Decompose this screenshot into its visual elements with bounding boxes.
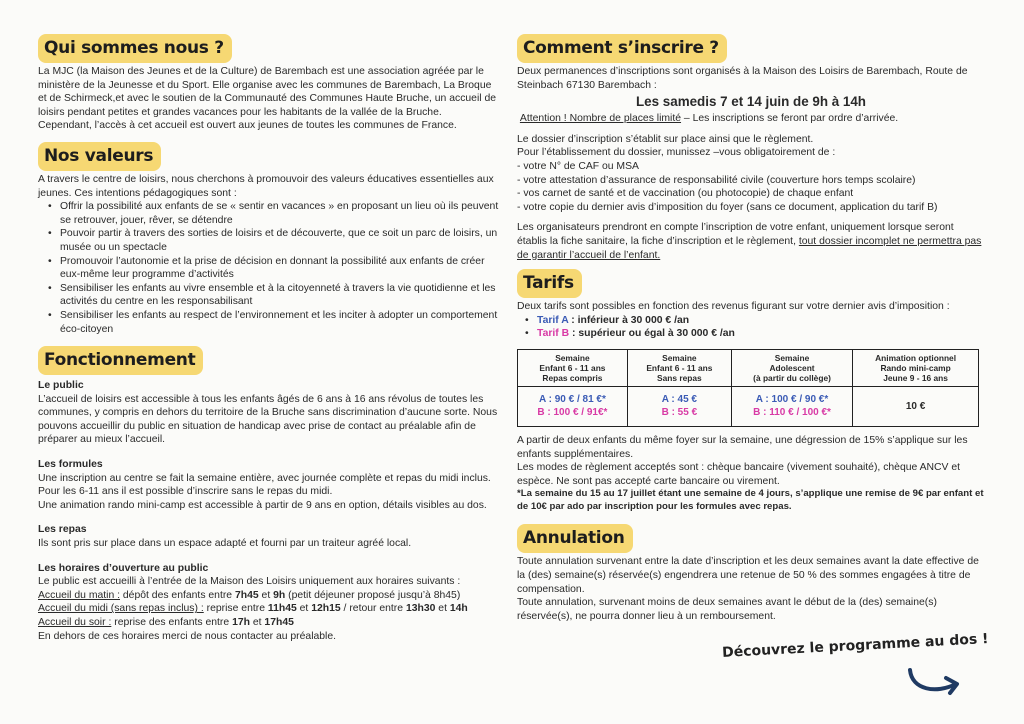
horaire-matin: Accueil du matin : dépôt des enfants entre 7h45 et 9h (petit déjeuner proposé jusqu’à 8h45) [38, 589, 461, 601]
tarif-a-item: • Tarif A : inférieur à 30 000 € /an [537, 314, 985, 328]
inscrire-paragraph-3: Pour l’établissement du dossier, munissez –vous obligatoirement de : [517, 147, 836, 159]
formules-paragraph-2: Une animation rando mini-camp est accessible à partir de 9 ans en option, détails visibles au dos. [38, 499, 487, 511]
formules-heading: Les formules [38, 459, 103, 471]
curved-arrow-icon [906, 664, 964, 696]
table-header: Semaine Enfant 6 - 11 ans Repas compris [518, 349, 628, 386]
doc-item: - vos carnet de santé et de vaccination (ou photocopie) de chaque enfant [517, 188, 854, 200]
table-row [518, 386, 979, 426]
inscrire-paragraph-4: Les organisateurs prendront en compte l’inscription de votre enfant, uniquement lorsque seront établis la fiche sanitaire, la fiche d’inscription et le règlement, tout dossier incomplet ne permettra pas de garantir l’accueil de l’enfant. [517, 222, 982, 261]
inscrire-paragraph-2: Le dossier d’inscription s’établit sur place ainsi que le règlement. [517, 133, 814, 145]
valeurs-intro: A travers le centre de loisirs, nous cherchons à promouvoir des valeurs éducatives essentielles aux jeunes. Ces intentions pédagogiques sont : [38, 173, 494, 199]
section-title-annulation: Annulation [517, 524, 633, 553]
public-paragraph: L’accueil de loisirs est accessible à tous les enfants âgés de 6 ans à 16 ans révolus de toutes les communes, y compris en dehors du territoire de la Bruche sans discrimination d’aucune sorte. Nous pouvons accueillir du public en situation de handicap avec prise de contact au préalable afin de préparer au mieux l’accueil. [38, 393, 498, 446]
public-heading: Le public [38, 380, 84, 392]
horaires-note: En dehors de ces horaires merci de nous contacter au préalable. [38, 630, 337, 642]
horaire-soir: Accueil du soir : reprise des enfants entre 17h et 17h45 [38, 617, 294, 628]
list-item: • Pouvoir partir à travers des sorties de loisirs et de découverte, que ce soit un parc de loisirs, un musée ou un spectacle [60, 227, 500, 254]
horaires-paragraph: Le public est accueilli à l’entrée de la Maison des Loisirs uniquement aux horaires suivants : [38, 576, 461, 588]
tarifs-paragraph-2: Les modes de règlement acceptés sont : chèque bancaire (vivement souhaité), chèque ANCV et espèce. Ne sont pas accepté carte bancaire ou virement. [517, 462, 961, 487]
table-cell: 10 € [853, 386, 979, 426]
annulation-paragraph-2: Toute annulation, survenant moins de deux semaines avant le début de la (des) semaine(s) réservée(s), ne pourra donner lieu à un remboursement. [517, 597, 937, 622]
inscrire-paragraph-1: Deux permanences d’inscriptions sont organisés à la Maison des Loisirs de Barembach, Route de Steinbach 67130 Barembach : [517, 66, 968, 91]
table-cell: A : 90 € / 81 €* B : 100 € / 91€* [518, 386, 628, 426]
section-title-valeurs: Nos valeurs [38, 142, 161, 171]
annulation-paragraph-1: Toute annulation survenant entre la date d’inscription et les deux semaines avant la date effective de la (des) semaine(s) réservée(s) engendrera une retenue de 50 % des sommes engagées à titre de compensation. [517, 556, 979, 595]
tarifs-intro: Deux tarifs sont possibles en fonction des revenus figurant sur votre dernier avis d’imposition : [517, 301, 950, 313]
formules-paragraph-1: Une inscription au centre se fait la semaine entière, avec journée complète et repas du midi inclus. Pour les 6-11 ans il est possible d’inscrire sans le repas du midi. [38, 472, 491, 498]
tarif-b-item: • Tarif B : supérieur ou égal à 30 000 € /an [537, 327, 985, 341]
repas-heading: Les repas [38, 524, 87, 536]
inscrire-dates: Les samedis 7 et 14 juin de 9h à 14h [636, 94, 866, 110]
doc-item: - votre N° de CAF ou MSA [517, 160, 639, 172]
table-header: Semaine Adolescent (à partir du collège) [731, 349, 852, 386]
qui-paragraph-1: La MJC (la Maison des Jeunes et de la Culture) de Barembach est une association agréée par le ministère de la Jeunesse et du Sport. Elle organise avec les communes de Barembach, La Broque et de Schirmeck,et avec le soutien de la Communauté des Communes Haute Bruche, un accueil de loisirs pendant petites et grandes vacances pour les habitants de la vallée de la Bruche. [38, 66, 497, 118]
table-header-row [518, 349, 979, 386]
left-column [38, 34, 500, 643]
section-title-qui: Qui sommes nous ? [38, 34, 232, 63]
qui-paragraph-2: Cependant, l’accès à cet accueil est ouvert aux jeunes de toutes les communes de France. [38, 120, 457, 132]
tarifs-paragraph-1: A partir de deux enfants du même foyer sur la semaine, une dégression de 15% s’applique sur les enfants supplémentaires. [517, 434, 968, 460]
right-column [517, 34, 985, 623]
horaires-heading: Les horaires d’ouverture au public [38, 562, 209, 574]
tarifs-list [517, 314, 985, 341]
list-item: • Promouvoir l’autonomie et la prise de décision en donnant la possibilité aux enfants de créer eux-même leur programme d’activités [60, 255, 500, 282]
section-title-tarifs: Tarifs [517, 269, 582, 298]
back-page-tagline: Découvrez le programme au dos ! [721, 631, 989, 661]
section-title-fonctionnement: Fonctionnement [38, 346, 203, 375]
tarifs-table [517, 349, 979, 427]
tarifs-note: *La semaine du 15 au 17 juillet étant une semaine de 4 jours, s’applique une remise de 9€ par enfant et de 10€ par ado par inscription pour les formules avec repas. [517, 488, 984, 512]
doc-item: - votre copie du dernier avis d’imposition du foyer (sans ce document, application du tarif B) [517, 201, 938, 213]
valeurs-list [38, 200, 500, 336]
list-item: • Offrir la possibilité aux enfants de se « sentir en vacances » en proposant un lieu où ils peuvent se retrouver, jouer, rêver, se détendre [60, 200, 500, 227]
list-item: • Sensibiliser les enfants au vivre ensemble et à la citoyenneté à travers la vie quotidienne et les activités du centre en les responsabilisant [60, 282, 500, 309]
table-cell: A : 45 € B : 55 € [627, 386, 731, 426]
repas-paragraph: Ils sont pris sur place dans un espace adapté et fourni par un traiteur agréé local. [38, 538, 412, 550]
section-title-inscrire: Comment s’inscrire ? [517, 34, 727, 63]
horaire-midi: Accueil du midi (sans repas inclus) : reprise entre 11h45 et 12h15 / retour entre 13h30 et 14h [38, 603, 468, 615]
list-item: • Sensibiliser les enfants au respect de l’environnement et les inciter à adopter un comportement éco-citoyen [60, 309, 500, 336]
table-header: Animation optionnel Rando mini-camp Jeune 9 - 16 ans [853, 349, 979, 386]
inscrire-attention: Attention ! Nombre de places limité – Les inscriptions se feront par ordre d’arrivée. [519, 113, 899, 125]
table-header: Semaine Enfant 6 - 11 ans Sans repas [627, 349, 731, 386]
table-cell: A : 100 € / 90 €* B : 110 € / 100 €* [731, 386, 852, 426]
doc-item: - votre attestation d’assurance de responsabilité civile (couverture hors temps scolaire) [517, 174, 916, 186]
